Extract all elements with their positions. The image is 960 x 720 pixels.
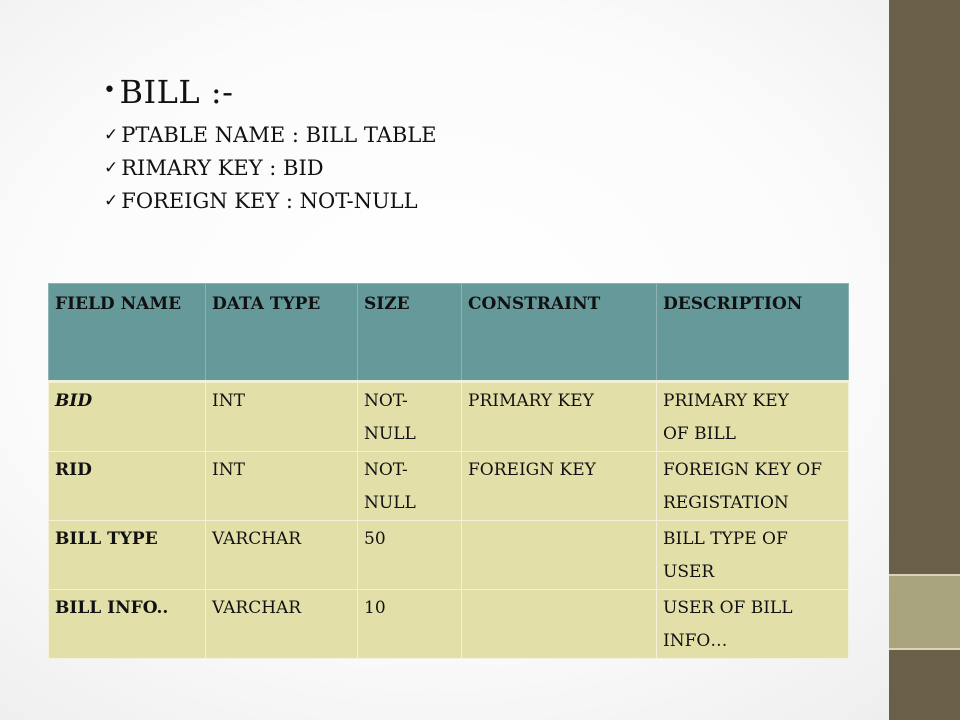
- table-row: [49, 521, 849, 590]
- table-header-row: [49, 284, 849, 382]
- cell-description: BILL TYPE OF USER: [657, 521, 849, 590]
- checklist-item: [104, 184, 437, 217]
- cell-data-type: INT: [206, 452, 358, 521]
- cell-field-name: BID: [49, 382, 206, 452]
- checklist-item: [104, 151, 437, 184]
- checklist-item-label: FOREIGN KEY : NOT-NULL: [121, 188, 418, 213]
- checklist-item-label: RIMARY KEY : BID: [121, 155, 324, 180]
- heading-title: BILL :-: [119, 73, 234, 111]
- cell-constraint: [462, 590, 657, 659]
- checklist: [104, 118, 437, 217]
- cell-data-type: VARCHAR: [206, 590, 358, 659]
- cell-data-type: VARCHAR: [206, 521, 358, 590]
- cell-size: 10: [358, 590, 462, 659]
- table-row: [49, 382, 849, 452]
- cell-field-name: BILL INFO..: [49, 590, 206, 659]
- checklist-item: [104, 118, 437, 151]
- checkmark-icon: ✓: [104, 190, 119, 211]
- cell-size: NOT- NULL: [358, 382, 462, 452]
- column-header-description: DESCRIPTION: [657, 284, 849, 382]
- cell-description: USER OF BILL INFO…: [657, 590, 849, 659]
- cell-data-type: INT: [206, 382, 358, 452]
- checklist-item-label: PTABLE NAME : BILL TABLE: [121, 122, 437, 147]
- column-header-size: SIZE: [358, 284, 462, 382]
- cell-description: PRIMARY KEY OF BILL: [657, 382, 849, 452]
- table-row: [49, 590, 849, 659]
- cell-constraint: [462, 521, 657, 590]
- bill-schema-table: [48, 283, 849, 659]
- cell-size: 50: [358, 521, 462, 590]
- side-accent-divider: [889, 648, 960, 650]
- column-header-data-type: DATA TYPE: [206, 284, 358, 382]
- checkmark-icon: ✓: [104, 124, 119, 145]
- cell-field-name: BILL TYPE: [49, 521, 206, 590]
- checkmark-icon: ✓: [104, 157, 119, 178]
- slide-heading: [103, 73, 233, 111]
- bullet-icon: •: [103, 78, 117, 103]
- column-header-constraint: CONSTRAINT: [462, 284, 657, 382]
- cell-constraint: PRIMARY KEY: [462, 382, 657, 452]
- cell-size: NOT- NULL: [358, 452, 462, 521]
- side-accent-block: [889, 576, 960, 648]
- column-header-field-name: FIELD NAME: [49, 284, 206, 382]
- cell-field-name: RID: [49, 452, 206, 521]
- cell-description: FOREIGN KEY OF REGISTATION: [657, 452, 849, 521]
- cell-constraint: FOREIGN KEY: [462, 452, 657, 521]
- table-row: [49, 452, 849, 521]
